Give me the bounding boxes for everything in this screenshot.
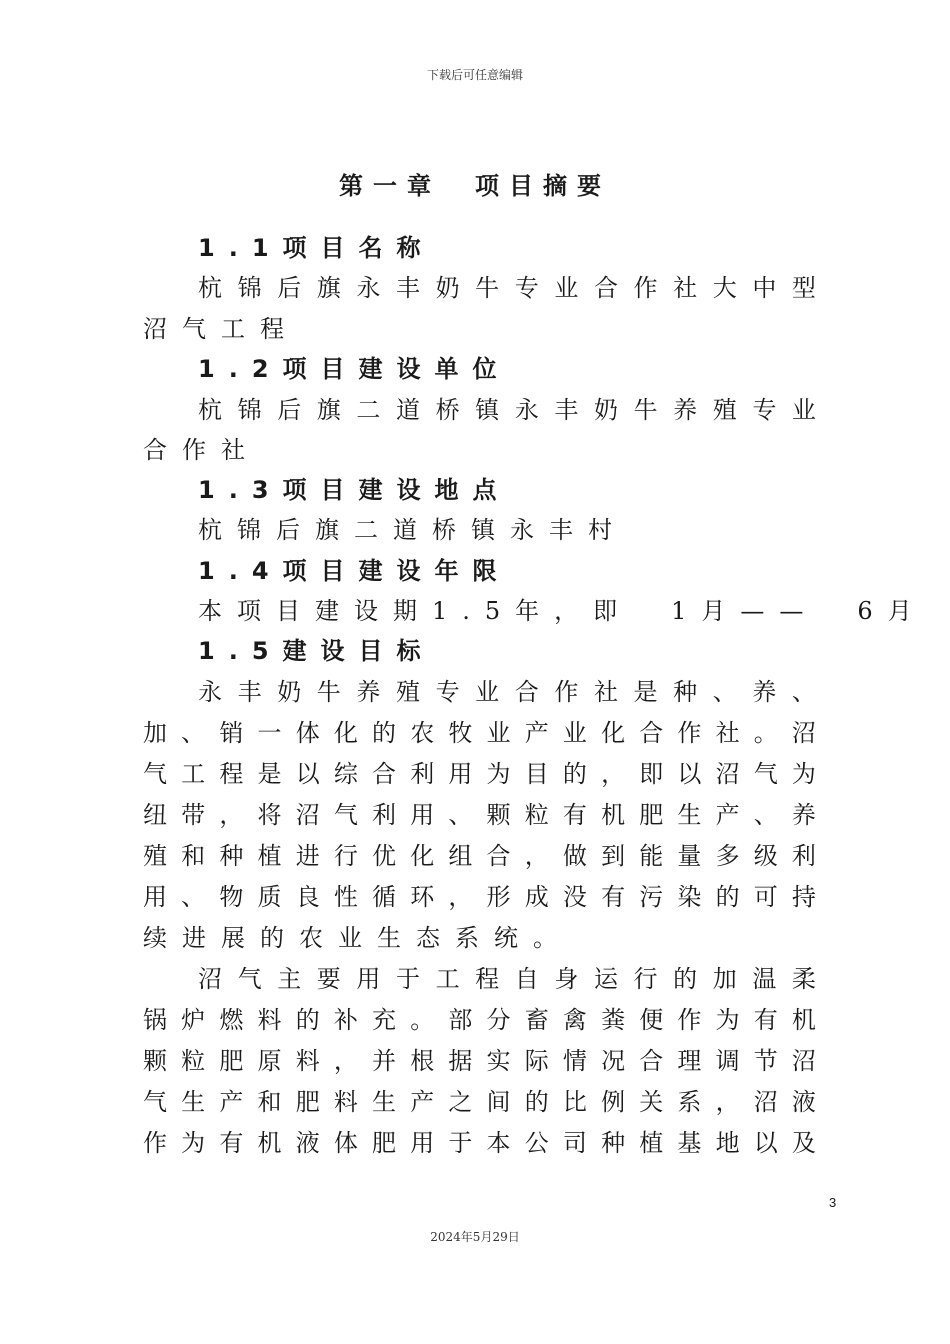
paragraph-line: 杭锦后旗二道桥镇永丰村	[198, 516, 627, 544]
paragraph-line: 气 工 程 是 以 综 合 利 用 为 目 的 ， 即 以 沼 气 为	[143, 760, 816, 788]
section-heading-1-5: 1.5建设目标	[198, 637, 435, 665]
paragraph-line: 加 、 销 一 体 化 的 农 牧 业 产 业 化 合 作 社 。 沼	[143, 719, 816, 747]
section-heading-1-4: 1.4项目建设年限	[198, 557, 511, 585]
section-heading-1-3: 1.3项目建设地点	[198, 476, 511, 504]
paragraph-line: 颗 粒 肥 原 料 ， 并 根 据 实 际 情 况 合 理 调 节 沼	[143, 1047, 816, 1075]
paragraph-line: 沼气工程	[143, 315, 299, 343]
paragraph-line: 续进展的农业生态系统。	[143, 924, 572, 952]
paragraph-line: 用 、 物 质 良 性 循 环 ， 形 成 没 有 污 染 的 可 持	[143, 883, 816, 911]
section-heading-1-2: 1.2项目建设单位	[198, 355, 511, 383]
chapter-title: 第一章 项目摘要	[339, 172, 611, 200]
paragraph-line: 殖 和 种 植 进 行 优 化 组 合 ， 做 到 能 量 多 级 利	[143, 842, 816, 870]
paragraph-line: 杭 锦 后 旗 二 道 桥 镇 永 丰 奶 牛 养 殖 专 业	[198, 396, 816, 424]
section-heading-1-1: 1.1项目名称	[198, 234, 435, 262]
paragraph-line: 合作社	[143, 436, 260, 464]
paragraph-line: 永 丰 奶 牛 养 殖 专 业 合 作 社 是 种 、 养 、	[198, 678, 816, 706]
paragraph-line: 沼 气 主 要 用 于 工 程 自 身 运 行 的 加 温 柔	[198, 965, 816, 993]
paragraph-line: 锅 炉 燃 料 的 补 充 。 部 分 畜 禽 粪 便 作 为 有 机	[143, 1006, 816, 1034]
paragraph-line: 作 为 有 机 液 体 肥 用 于 本 公 司 种 植 基 地 以 及	[143, 1129, 816, 1157]
page-header: 下载后可任意编辑	[426, 68, 523, 82]
paragraph-line: 本项目建设期1.5年，即 1月—— 6月	[198, 597, 927, 625]
page-footer-date: 2024年5月29日	[430, 1230, 520, 1244]
page-number: 3	[829, 1195, 837, 1210]
paragraph-line: 杭 锦 后 旗 永 丰 奶 牛 专 业 合 作 社 大 中 型	[198, 274, 816, 302]
paragraph-line: 纽 带 ， 将 沼 气 利 用 、 颗 粒 有 机 肥 生 产 、 养	[143, 801, 816, 829]
paragraph-line: 气 生 产 和 肥 料 生 产 之 间 的 比 例 关 系 ， 沼 液	[143, 1088, 816, 1116]
